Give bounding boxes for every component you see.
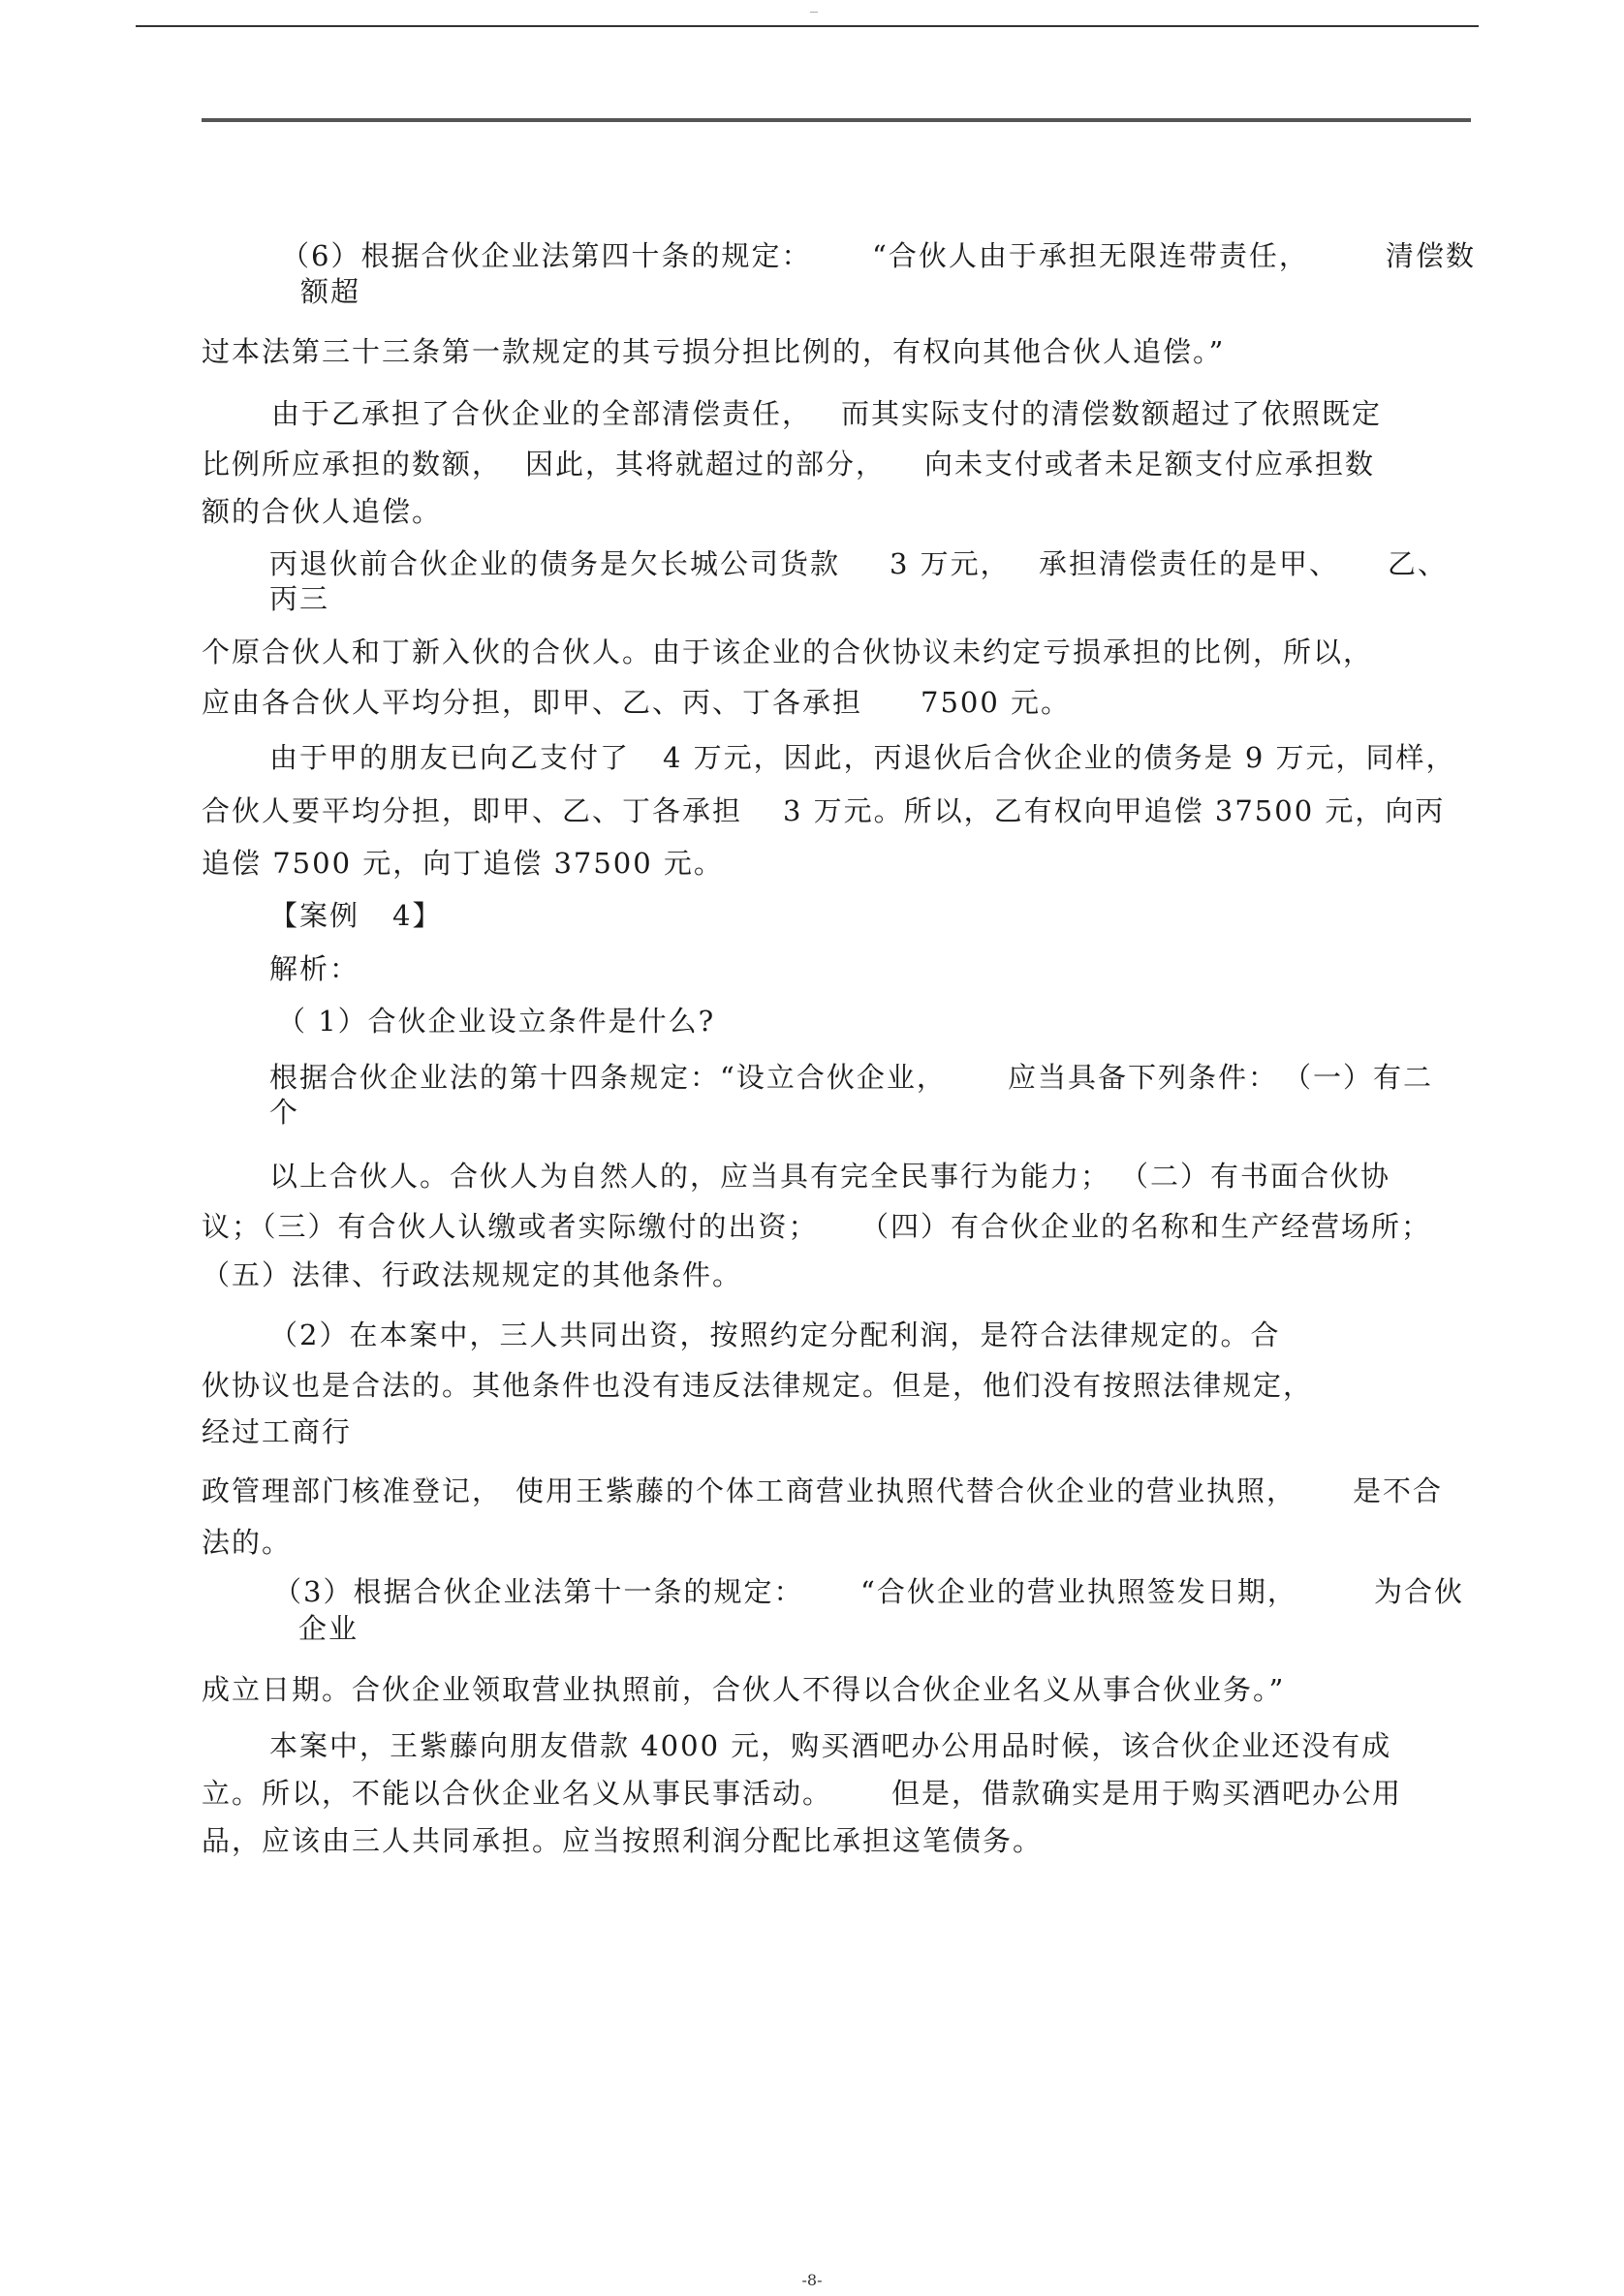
text-line: 过本法第三十三条第一款规定的其亏损分担比例的，有权向其他合伙人追偿。” (202, 335, 1226, 368)
text-line: 而其实际支付的清偿数额超过了依照既定 (841, 397, 1383, 430)
text-line: 7500 元。 (921, 686, 1072, 719)
text-line: 3 万元。所以，乙有权向甲追偿 37500 元，向丙 (783, 794, 1446, 827)
header-divider (202, 118, 1471, 122)
text-line: “合伙企业的营业执照签发日期， (860, 1575, 1297, 1608)
text-line: 因此，其将就超过的部分， (525, 448, 887, 481)
text-line: 成立日期。合伙企业领取营业执照前，合伙人不得以合伙企业名义从事合伙业务。” (202, 1673, 1286, 1706)
text-line: 额超 (300, 275, 361, 308)
text-line: “合伙人由于承担无限连带责任， (872, 239, 1309, 272)
text-line: 为合伙 (1374, 1575, 1465, 1608)
text-line: 由于乙承担了合伙企业的全部清偿责任， (271, 397, 813, 430)
text-line: 本案中，王紫藤向朋友借款 4000 元，购买酒吧办公用品时候，该合伙企业还没有成 (269, 1729, 1392, 1762)
text-line: （ 1）合伙企业设立条件是什么? (277, 1005, 716, 1038)
text-line: 个 (269, 1096, 300, 1129)
text-line: （2）在本案中，三人共同出资，按照约定分配利润，是符合法律规定的。合 (269, 1319, 1281, 1351)
text-line: 经过工商行 (202, 1415, 353, 1448)
text-line: 额的合伙人追偿。 (202, 495, 443, 528)
text-line: 比例所应承担的数额， (202, 448, 503, 481)
text-line: 丙退伙前合伙企业的债务是欠长城公司货款 (269, 547, 841, 580)
header-mark: — (809, 8, 819, 17)
text-line: 法的。 (202, 1526, 293, 1559)
header-rule (136, 25, 1479, 27)
text-line: （6）根据合伙企业法第四十条的规定： (281, 239, 812, 272)
text-line: 乙、 (1388, 547, 1449, 580)
text-line: 清偿数 (1386, 239, 1477, 272)
text-line: 议；（三）有合伙人认缴或者实际缴付的出资； (202, 1210, 819, 1243)
text-line: （五）法律、行政法规规定的其他条件。 (202, 1258, 743, 1291)
text-line: 向未支付或者未足额支付应承担数 (924, 448, 1376, 481)
text-line: （一）有二 (1283, 1061, 1434, 1094)
text-line: 解析： (269, 952, 360, 985)
text-line: （3）根据合伙企业法第十一条的规定： (273, 1575, 804, 1608)
text-line: 伙协议也是合法的。其他条件也没有违反法律规定。但是，他们没有按照法律规定， (202, 1369, 1314, 1402)
text-line: 应当具备下列条件： (1008, 1061, 1279, 1094)
text-line: 丙三 (269, 582, 330, 615)
text-line: 政管理部门核准登记， (202, 1474, 503, 1507)
text-line: 4 万元，因此，丙退伙后合伙企业的债务是 9 万元，同样， (663, 741, 1456, 774)
text-line: 是不合 (1353, 1474, 1444, 1507)
text-line: （二）有书面合伙协 (1120, 1160, 1391, 1193)
text-line: 根据合伙企业法的第十四条规定：“设立合伙企业， (269, 1061, 947, 1094)
text-line: 但是，借款确实是用于购买酒吧办公用 (891, 1777, 1403, 1810)
text-line: 合伙人要平均分担，即甲、乙、丁各承担 (202, 794, 743, 827)
page-number: -8- (801, 2271, 823, 2289)
text-line: 个原合伙人和丁新入伙的合伙人。由于该企业的合伙协议未约定亏损承担的比例，所以， (202, 636, 1374, 668)
text-line: 以上合伙人。合伙人为自然人的，应当具有完全民事行为能力； (269, 1160, 1111, 1193)
text-line: 品，应该由三人共同承担。应当按照利润分配比承担这笔债务。 (202, 1824, 1044, 1857)
section-heading: 【案例 (269, 899, 360, 932)
text-line: 由于甲的朋友已向乙支付了 (269, 741, 631, 774)
text-line: 追偿 7500 元，向丁追偿 37500 元。 (202, 847, 724, 880)
text-line: 应由各合伙人平均分担，即甲、乙、丙、丁各承担 (202, 686, 863, 719)
text-line: 企业 (298, 1612, 359, 1645)
section-heading: 4】 (392, 899, 443, 932)
text-line: 承担清偿责任的是甲、 (1039, 547, 1340, 580)
text-line: 3 万元， (890, 547, 1011, 580)
text-line: 使用王紫藤的个体工商营业执照代替合伙企业的营业执照， (515, 1474, 1297, 1507)
text-line: （四）有合伙企业的名称和生产经营场所； (860, 1210, 1432, 1243)
text-line: 立。所以，不能以合伙企业名义从事民事活动。 (202, 1777, 833, 1810)
